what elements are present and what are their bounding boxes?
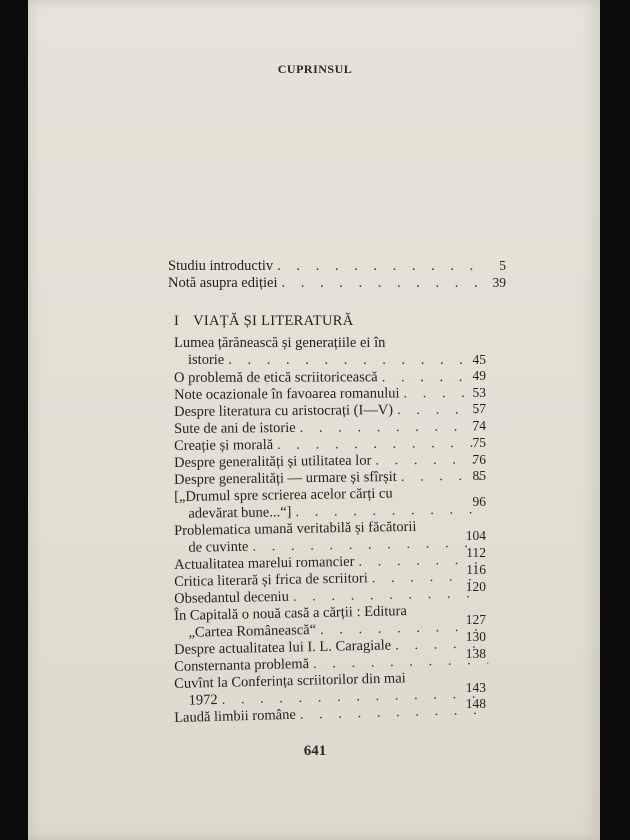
toc-entry-title: 1972 [188,691,218,709]
section-title: VIAȚĂ ȘI LITERATURĂ [193,313,354,329]
toc-page-number: 130 [465,629,486,644]
toc-page-number: 76 [472,452,486,467]
toc-entry-title: Actualitatea marelui romancier [174,553,355,573]
toc-page-number: 148 [465,696,486,711]
toc-page-number: 127 [465,612,486,627]
toc-entry-title: Laudă limbii române [174,706,296,726]
toc-entry-title: Despre generalități — urmare și sfîrșit [174,468,397,488]
toc-entry[interactable] [174,518,487,557]
toc-page-number: 96 [472,494,486,509]
toc-entry-title: În Capitală o nouă casă a cărții : Editura [174,603,408,624]
toc-entry-title: „Cartea Românească“ [188,622,317,641]
toc-entry-title: Studiu introductiv [168,258,274,274]
toc-page-number: 143 [465,680,486,695]
toc-entry-studiu[interactable] [168,258,482,275]
toc-entry-title: Notă asupra ediției [168,275,278,291]
toc-page-number: 75 [472,435,486,450]
toc-entry-title: Sute de ani de istorie [174,419,296,437]
toc-page-number: 45 [472,352,486,367]
toc-page-number: 53 [472,385,486,400]
toc-entry-title: [„Drumul spre scrierea acelor cărți cu [174,485,393,505]
toc-page-number: 57 [472,401,486,416]
toc-entry-title: adevărat bune...“] [188,504,292,522]
page-number-folio: 641 [303,743,327,759]
toc-entry-title: Obsedantul deceniu [174,588,290,607]
toc-entry-title: Cuvînt la Conferința scriitorilor din mai [174,670,406,692]
dot-leader [228,352,470,369]
toc-page-number: 112 [466,545,486,560]
toc-page-number: 104 [465,528,486,543]
toc-entry-title: Despre generalități și utilitatea lor [174,452,372,471]
toc-entry-title: Consternanta problemă [174,655,310,675]
toc-page-number: 39 [492,275,506,290]
toc-entry-title: Lumea țărănească și generațiile ei în [174,335,386,351]
toc-page-number: 138 [465,646,486,661]
toc-entry[interactable] [174,335,474,369]
toc-entry-title: Critica literară și frica de scriitori [174,570,368,590]
toc-page-number: 116 [466,562,486,577]
toc-entry-title: Problematica umană veritabilă și făcătorii [174,518,417,539]
toc-page-number: 120 [465,579,486,594]
toc-page-number: 49 [472,368,486,383]
toc-entry-nota[interactable] [168,275,482,292]
toc-page-number: 85 [472,468,486,483]
toc-entry-title: Creație și morală [174,436,274,454]
toc-entry-title: Despre literatura cu aristocrați (I—V) [174,402,394,420]
toc-entry-title: Despre actualitatea lui I. L. Caragiale [174,637,392,658]
section-number: I [174,313,180,329]
toc-entry[interactable] [174,484,478,523]
toc-entry-title: de cuvinte [188,538,249,556]
toc-page-number: 74 [472,418,486,433]
toc-entry-title: O problemă de etică scriitoricească [174,369,378,386]
section-heading [174,313,354,330]
toc-entry-title: istorie [188,352,225,368]
toc-entry-title: Note ocazionale în favoarea romanului [174,385,400,403]
toc-title: CUPRINSUL [277,62,353,76]
toc-page-number: 5 [499,258,506,273]
